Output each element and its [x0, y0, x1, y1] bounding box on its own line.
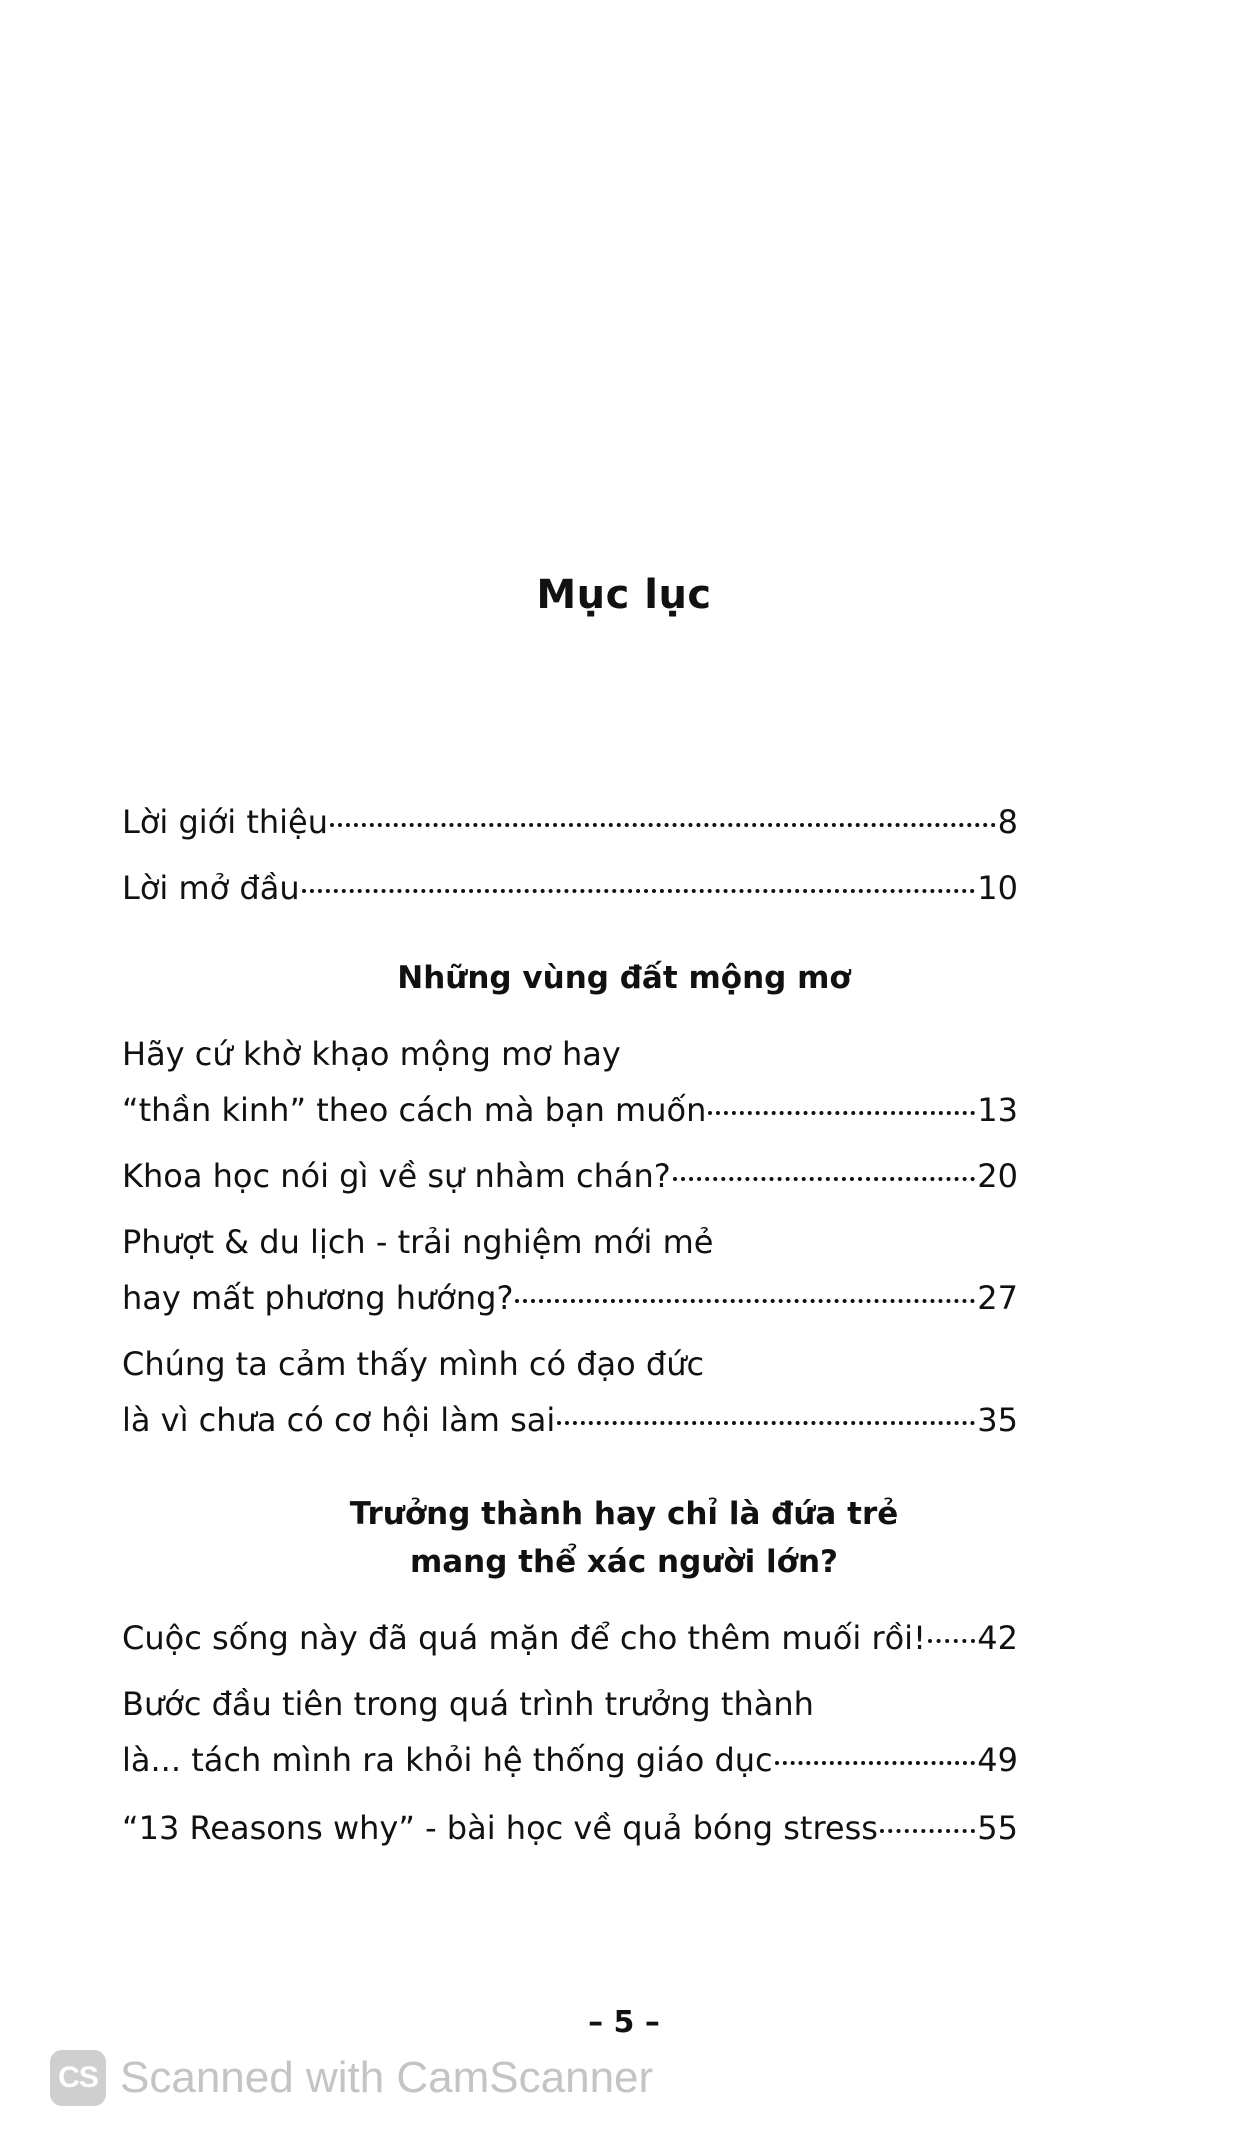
page-number: – 5 – — [588, 2005, 660, 2040]
toc-entry-text: Khoa học nói gì về sự nhàm chán? — [122, 1157, 671, 1195]
section-heading-line: Những vùng đất mộng mơ — [397, 960, 851, 996]
toc-entry-page: 42 — [977, 1619, 1018, 1657]
toc-entry-text: Lời giới thiệu — [122, 803, 328, 841]
dot-leader — [557, 1421, 975, 1425]
toc-entry-page: 10 — [977, 869, 1018, 907]
toc-entry — [122, 1336, 1018, 1448]
toc-entry-text: “thần kinh” theo cách mà bạn muốn — [122, 1091, 707, 1129]
toc-entry-page: 8 — [997, 803, 1018, 841]
toc-entry-text: “13 Reasons why” - bài học về quả bóng stress — [122, 1809, 878, 1847]
section-heading-line: mang thể xác người lớn? — [409, 1544, 839, 1580]
toc-entry-intro — [122, 794, 1018, 850]
toc-entry — [122, 1148, 1018, 1204]
dot-leader — [708, 1111, 975, 1115]
toc-entry-text: là vì chưa có cơ hội làm sai — [122, 1401, 556, 1439]
toc-entry — [122, 1214, 1018, 1326]
toc-entry-text: Cuộc sống này đã quá mặn để cho thêm muối rồi! — [122, 1619, 926, 1657]
toc-entry-text: Lời mở đầu — [122, 869, 300, 907]
toc-entry-first-line: Bước đầu tiên trong quá trình trưởng thành — [122, 1685, 814, 1723]
toc-entry-page: 27 — [977, 1279, 1018, 1317]
toc-entry-page: 49 — [977, 1741, 1018, 1779]
dot-leader — [775, 1761, 976, 1765]
section-heading — [0, 954, 1248, 1002]
toc-entry-page: 13 — [977, 1091, 1018, 1129]
toc-entry — [122, 1800, 1018, 1856]
toc-entry — [122, 1676, 1018, 1788]
toc-entry-first-line: Chúng ta cảm thấy mình có đạo đức — [122, 1345, 705, 1383]
camscanner-logo-icon: CS — [50, 2050, 106, 2106]
toc-entry-page: 55 — [977, 1809, 1018, 1847]
dot-leader — [302, 889, 976, 893]
camscanner-watermark — [50, 2050, 653, 2106]
toc-entry-page: 35 — [977, 1401, 1018, 1439]
section-heading-line: Trưởng thành hay chỉ là đứa trẻ — [349, 1496, 899, 1532]
toc-entry-preface — [122, 860, 1018, 916]
dot-leader — [673, 1177, 976, 1181]
watermark-text: Scanned with CamScanner — [120, 2053, 654, 2102]
dot-leader — [330, 823, 996, 827]
dot-leader — [880, 1829, 975, 1833]
page-title: Mục lục — [536, 572, 712, 618]
toc-entry — [122, 1026, 1018, 1138]
toc-entry-first-line: Phượt & du lịch - trải nghiệm mới mẻ — [122, 1223, 714, 1261]
toc-entry-text: là... tách mình ra khỏi hệ thống giáo dục — [122, 1741, 773, 1779]
toc-entry — [122, 1610, 1018, 1666]
section-heading — [0, 1490, 1248, 1586]
toc-entry-text: hay mất phương hướng? — [122, 1279, 514, 1317]
dot-leader — [515, 1299, 975, 1303]
toc-entry-page: 20 — [977, 1157, 1018, 1195]
toc-entry-first-line: Hãy cứ khờ khạo mộng mơ hay — [122, 1035, 621, 1073]
dot-leader — [928, 1639, 975, 1643]
